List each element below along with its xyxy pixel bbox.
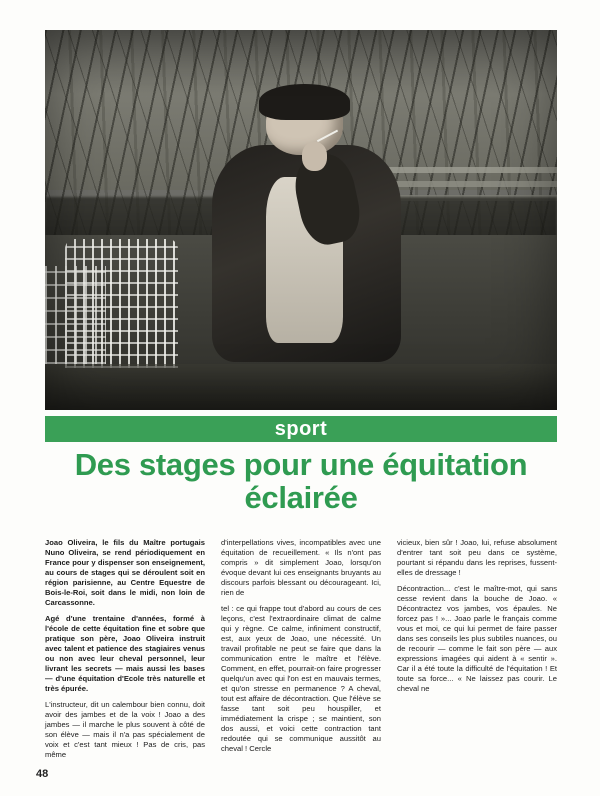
paragraph: d'interpellations vives, incompatibles avec une équitation de recueillement. « Ils n'ont pas compris » dit simplement Joao, lorsqu'on évoque devant lui ces enseignants bruyants au discours parfois blessant ou décourageant. Ici, rien de (221, 538, 381, 598)
photo-vignette (45, 30, 557, 410)
article-column-3 (397, 538, 557, 768)
paragraph: tel : ce qui frappe tout d'abord au cours de ces leçons, c'est l'extraordinaire climat de calme qui y règne. Ce calme, infiniment constructif, est, aux yeux de Joao, une nécessité. Un travail profitable ne peut se faire que dans la communication entre le maître et l'élève. Comment, en effet, pourrait-on faire progresser quelqu'un avec qui l'on est en mauvais termes, et qu'on stresse en permanence ? A cheval, tout est affaire de décontraction. Que l'élève se fasse tant soit peu houspiller, et immédiatement la crispe ; se maintient, son dos aussi, et voici cette contraction tant redoutée qui se communique aussitôt au cheval ! Cercle (221, 604, 381, 754)
paragraph: Joao Oliveira, le fils du Maître portugais Nuno Oliveira, se rend périodiquement en France pour y dispenser son enseignement, au cours de stages qui se déroulent soit en région parisienne, au Centre Equestre de Bois-le-Roi, soit dans le midi, non loin de Carcassonne. (45, 538, 205, 608)
headline-line-2: éclairée (244, 480, 358, 516)
paragraph: L'instructeur, dit un calembour bien connu, doit avoir des jambes et de la voix ! Joao a des jambes — il marche le plus souvent à côté de son élève — mais il n'a pas spécialement de voix et c'est tant mieux ! Pas de cris, pas même (45, 700, 205, 760)
article-column-2 (221, 538, 381, 768)
page-number: 48 (36, 768, 49, 780)
paragraph: vicieux, bien sûr ! Joao, lui, refuse absolument d'entrer tant soit peu dans ce système, pourtant si répandu dans les reprises, fussent-elles de dressage ! (397, 538, 557, 578)
paragraph: Agé d'une trentaine d'années, formé à l'école de cette équitation fine et sobre que pratique son père, Joao Oliveira instruit avec talent et patience des stagiaires venus ou non avec leur cheval personnel, leur livrant les secrets — mais aussi les bases — d'une équitation d'Ecole très naturelle et très épurée. (45, 614, 205, 694)
headline-line-1: Des stages pour une équitation (74, 447, 528, 482)
section-label: sport (274, 418, 328, 440)
article-photo (45, 30, 557, 410)
article-body (45, 538, 557, 768)
paragraph: Décontraction... c'est le maître-mot, qui sans cesse revient dans la bouche de Joao. « Décontractez vos jambes, vos épaules. Ne forcez pas ! »... Joao parle le français comme vous et moi, ce qui lui permet de faire passer dans ses conseils les plus subtiles nuances, ou de recourir — comme le fait son père — aux expressions imagées qui aident à « sentir ». Car il a été toute la difficulté de l'équitation ! Et toute sa force... « Ne laissez pas courir. Le cheval ne (397, 584, 557, 694)
article-column-1 (45, 538, 205, 768)
section-band (45, 416, 557, 442)
page-title (45, 448, 557, 515)
